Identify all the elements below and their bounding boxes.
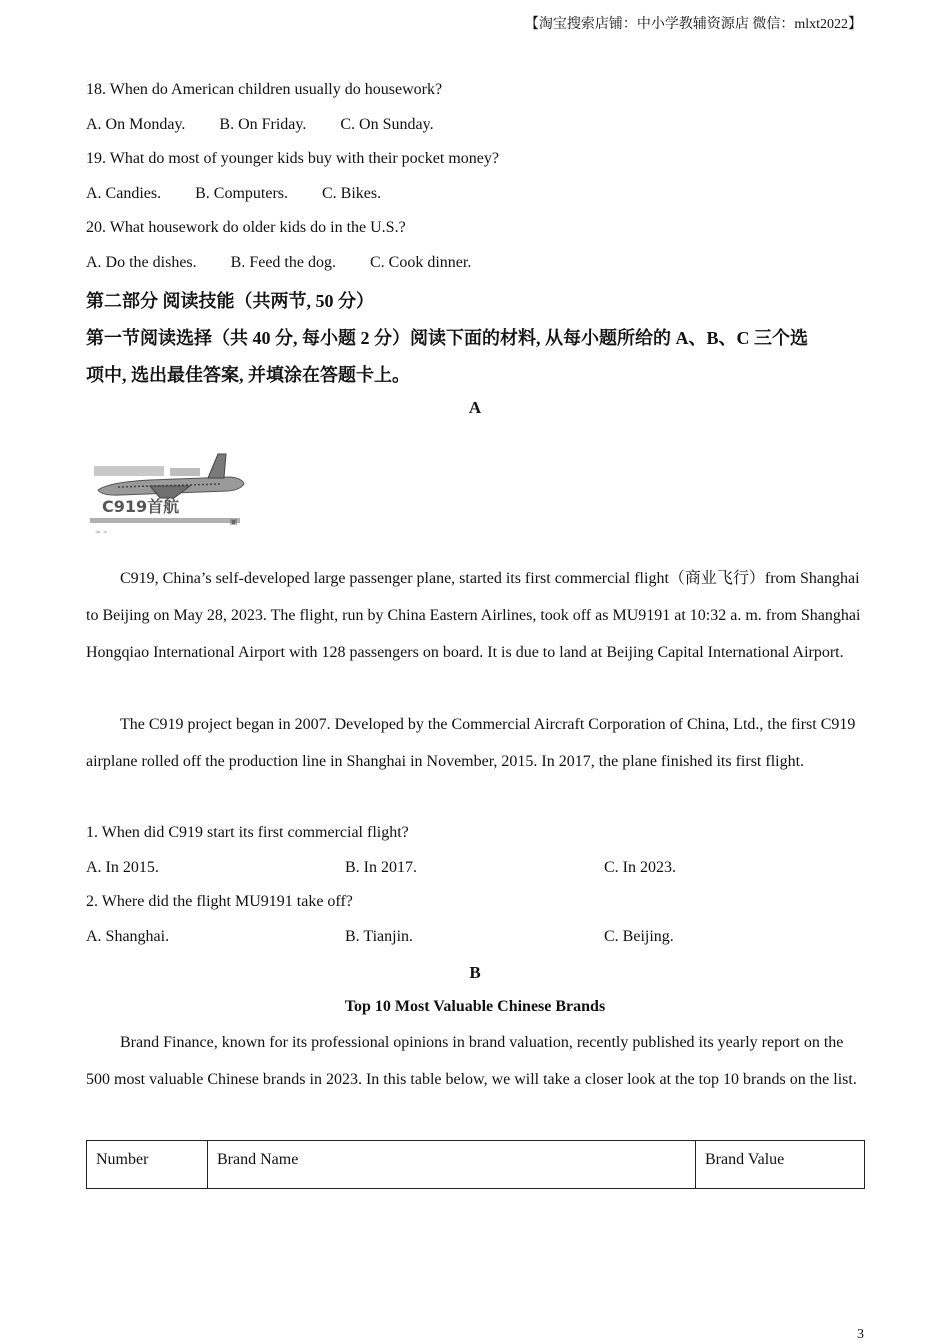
passage-b-label: B: [469, 963, 481, 982]
passage-a-question-1: 1. When did C919 start its first commercial flight?: [86, 824, 409, 841]
brands-table: [86, 1140, 865, 1189]
option: C. In 2023.: [604, 859, 676, 876]
passage-a-question-1-options: [86, 859, 804, 877]
option: A. Candies.: [86, 185, 162, 202]
image-caption: C919首航: [102, 497, 180, 516]
passage-a-paragraph-1: C919, China’s self-developed large passenger plane, started its first commercial flight（商业飞行）from Shanghai to Beijing on May 28, 2023. The flight, run by China Eastern Airlines, took off as MU9191 at 10:32 a. m. from Shanghai Hongqiao International Airport with 128 passengers on board. It is due to land at Beijing Capital International Airport.: [86, 570, 861, 661]
table-header-brand-value: Brand Value: [696, 1141, 865, 1189]
passage-a-paragraph-2: The C919 project began in 2007. Developed by the Commercial Aircraft Corporation of China, Ltd., the first C919 airplane rolled off the production line in Shanghai in November, 2015. In 2017, the plane finished its first flight.: [86, 716, 856, 770]
passage-b-title: Top 10 Most Valuable Chinese Brands: [344, 998, 606, 1015]
option: B. Tianjin.: [345, 928, 414, 945]
option: B. Feed the dog.: [230, 254, 336, 271]
passage-a-label: A: [468, 398, 482, 417]
option: C. Beijing.: [604, 928, 674, 945]
option: A. Do the dishes.: [86, 254, 197, 271]
svg-text:▣: ▣: [230, 517, 238, 526]
option: C. Bikes.: [322, 185, 382, 202]
passage-a-question-2-options: [86, 928, 804, 946]
option: B. On Friday.: [219, 116, 307, 133]
option: A. Shanghai.: [86, 928, 170, 945]
option: C. On Sunday.: [340, 116, 434, 133]
c919-airplane-image: [90, 446, 250, 538]
part2-title: 第二部分 阅读技能（共两节, 50 分）: [86, 291, 374, 311]
passage-b-paragraph: Brand Finance, known for its professional opinions in brand valuation, recently published its yearly report on the 500 most valuable Chinese brands in 2023. In this table below, we will take a closer look at the top 10 brands on the list.: [86, 1034, 857, 1088]
page-number: 3: [857, 1327, 864, 1342]
question-20: 20. What housework do older kids do in the U.S.?: [86, 219, 406, 236]
svg-text:≈ ⌁: ≈ ⌁: [95, 528, 108, 536]
option: C. Cook dinner.: [369, 254, 472, 271]
passage-a-question-2: 2. Where did the flight MU9191 take off?: [86, 893, 353, 910]
airplane-icon: [90, 446, 250, 538]
question-19: 19. What do most of younger kids buy with their pocket money?: [86, 150, 499, 167]
question-18: 18. When do American children usually do housework?: [86, 81, 443, 98]
question-20-options: [86, 254, 471, 272]
table-header-brand-name: Brand Name: [208, 1141, 696, 1189]
option: B. In 2017.: [345, 859, 417, 876]
table-header-row: [87, 1141, 865, 1189]
option: B. Computers.: [195, 185, 288, 202]
option: A. On Monday.: [86, 116, 186, 133]
section1-instruction-line2: 项中, 选出最佳答案, 并填涂在答题卡上。: [86, 365, 410, 385]
table-header-number: Number: [87, 1141, 208, 1189]
option: A. In 2015.: [86, 859, 159, 876]
section1-instruction-line1: 第一节阅读选择（共 40 分, 每小题 2 分）阅读下面的材料, 从每小题所给的 A、B、C 三个选: [86, 328, 809, 348]
question-18-options: [86, 116, 434, 134]
question-19-options: [86, 185, 381, 203]
header-note: 【淘宝搜索店铺：中小学教辅资源店 微信：mlxt2022】: [524, 17, 862, 32]
